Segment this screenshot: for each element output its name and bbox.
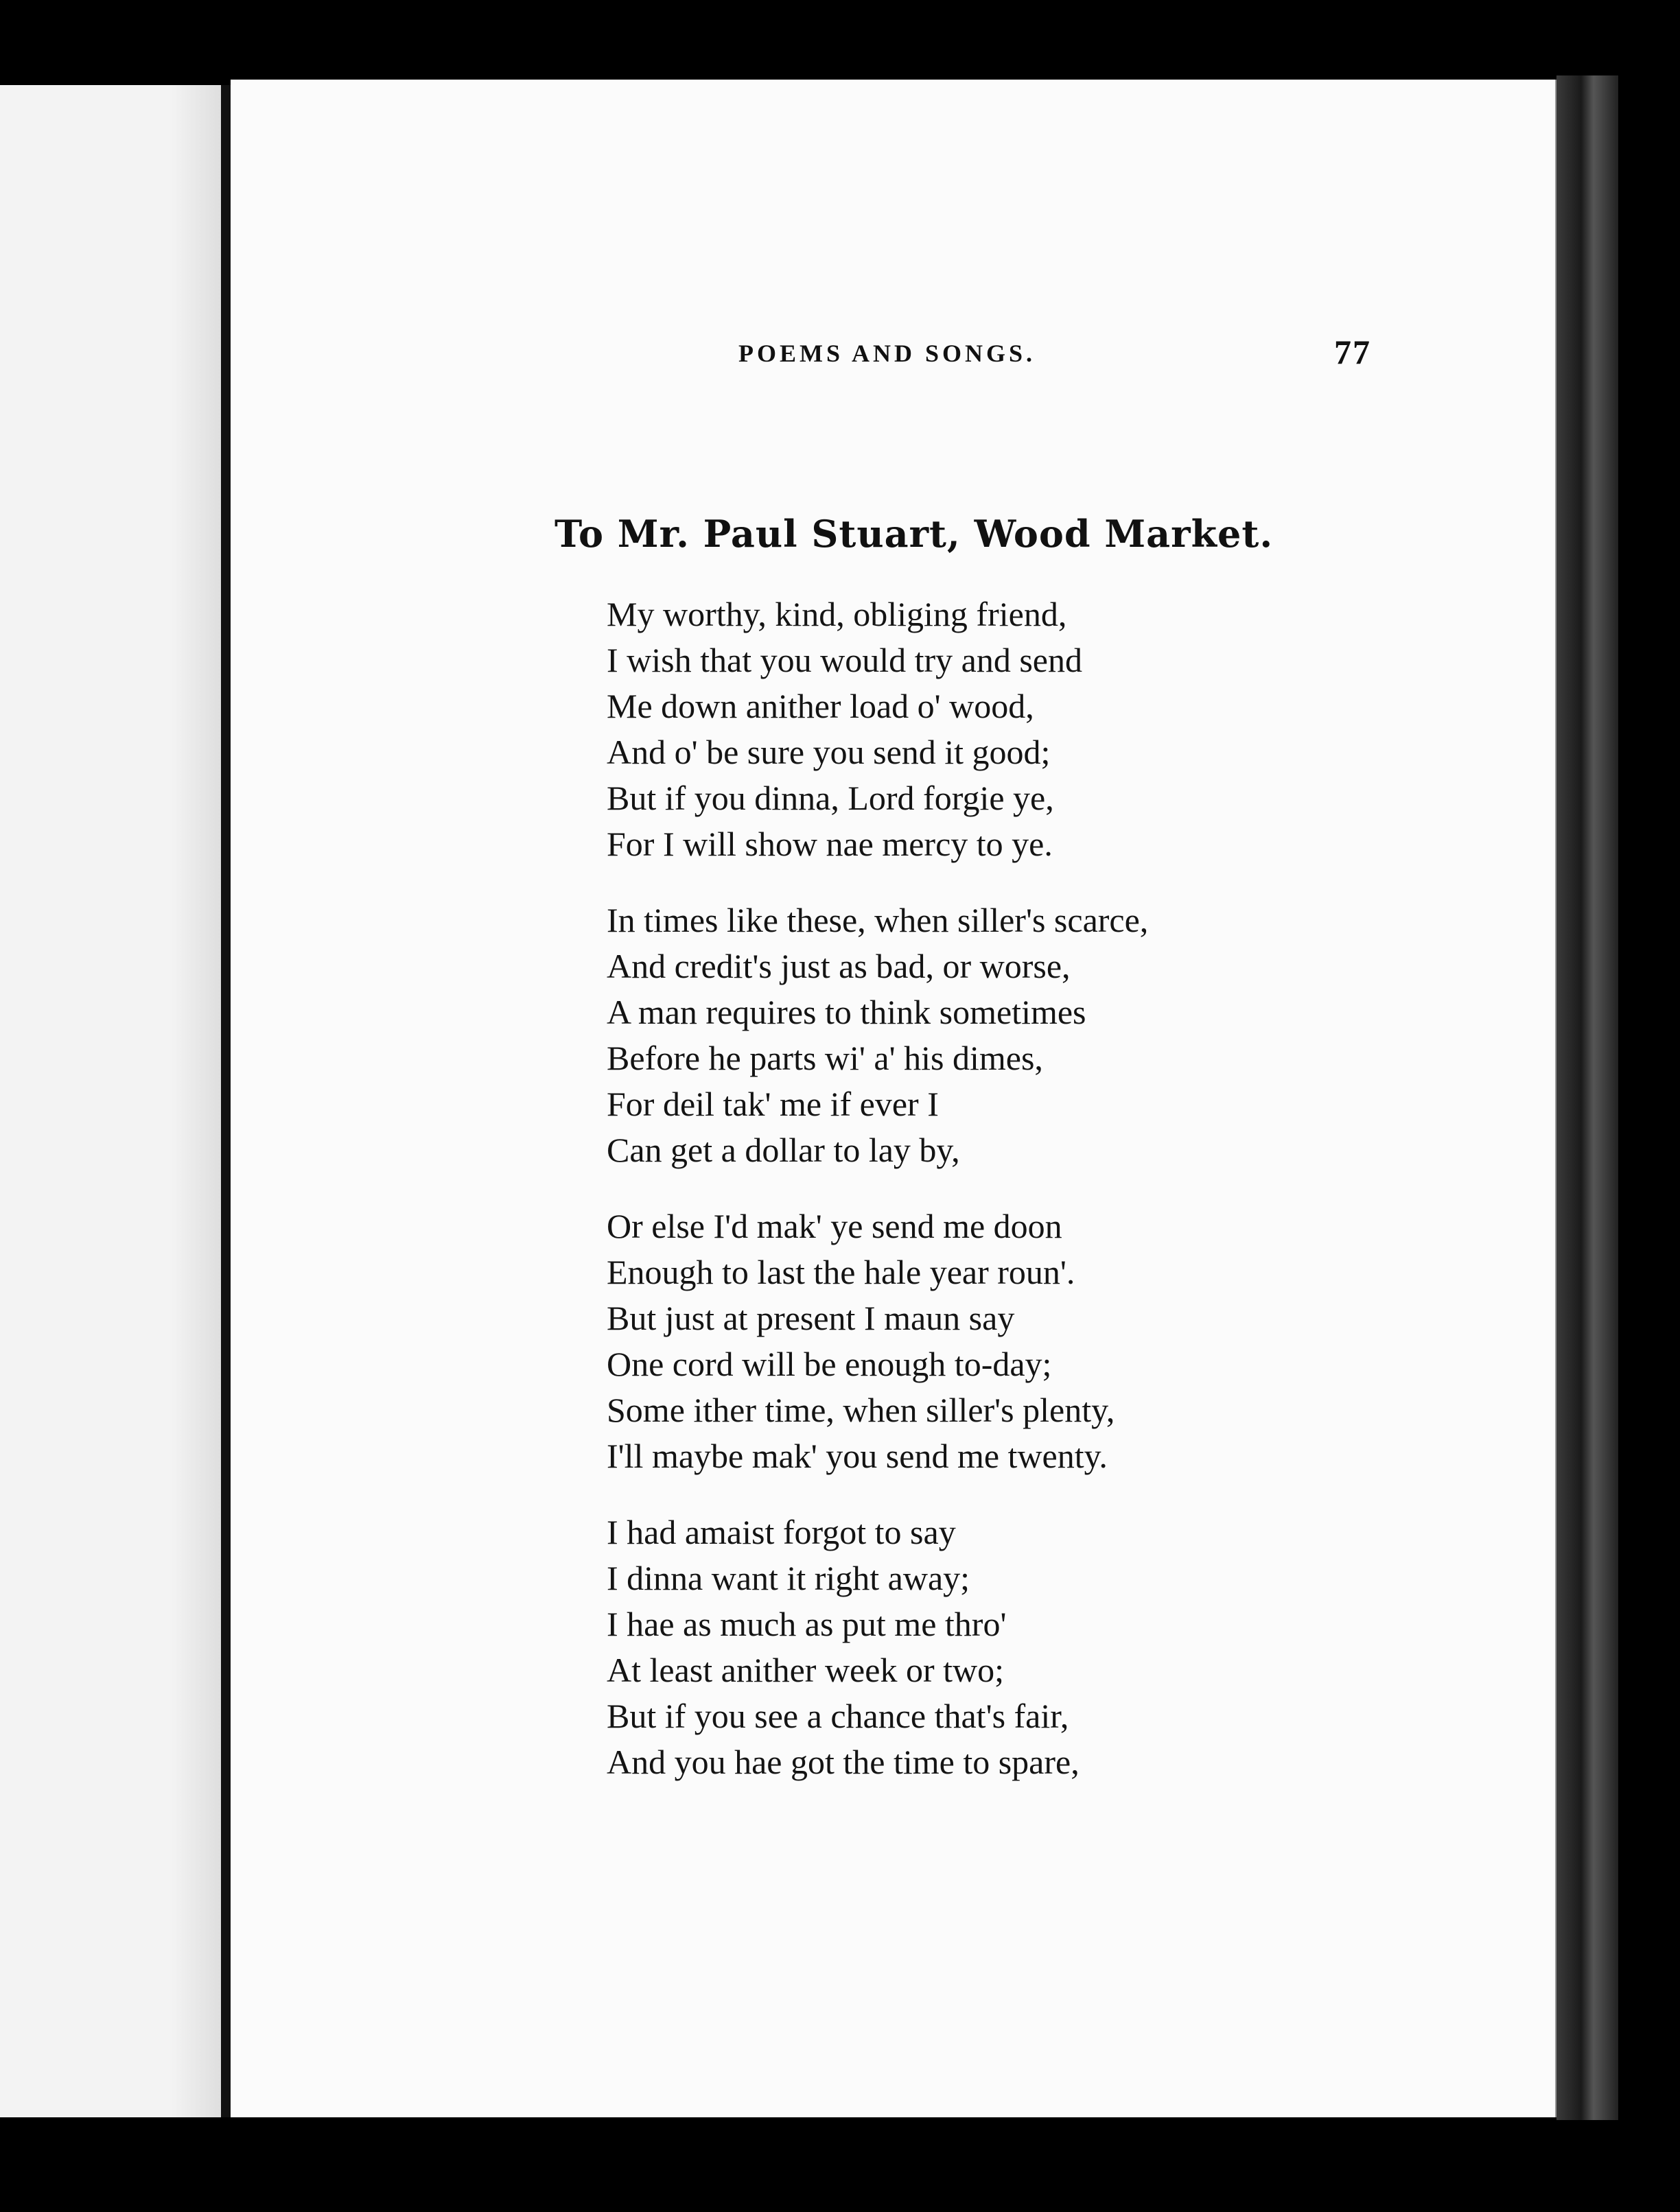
facing-page-shadow (172, 85, 226, 2117)
book-gutter (221, 85, 231, 2117)
page-number: 77 (1334, 333, 1371, 371)
stanza-4 (607, 1509, 1293, 1785)
poem-line: Me down anither load o' wood, (607, 687, 1034, 725)
poem-line: Or else I'd mak' ye send me doon (607, 1207, 1062, 1245)
poem-line: Can get a dollar to lay by, (607, 1131, 960, 1169)
poem-title: To Mr. Paul Stuart, Wood Market. (555, 512, 1274, 556)
poem-body (607, 591, 1293, 1815)
poem-line: A man requires to think sometimes (607, 993, 1086, 1031)
poem-line: Some ither time, when siller's plenty, (607, 1391, 1115, 1429)
poem-line: But just at present I maun say (607, 1299, 1015, 1337)
stanza-2 (607, 897, 1293, 1173)
stanza-1 (607, 591, 1293, 867)
poem-line: I'll maybe mak' you send me twenty. (607, 1437, 1108, 1475)
poem-line: At least anither week or two; (607, 1651, 1004, 1689)
poem-line: One cord will be enough to-day; (607, 1345, 1052, 1383)
poem-line: I wish that you would try and send (607, 641, 1082, 679)
poem-line: And you hae got the time to spare, (607, 1743, 1080, 1781)
running-title: POEMS AND SONGS. (738, 340, 1036, 367)
poem-line: And credit's just as bad, or worse, (607, 947, 1071, 985)
poem-line: I dinna want it right away; (607, 1559, 970, 1597)
poem-line: I had amaist forgot to say (607, 1513, 956, 1551)
poem-line: My worthy, kind, obliging friend, (607, 595, 1067, 633)
poem-line: Before he parts wi' a' his dimes, (607, 1039, 1043, 1077)
page-stack-edge (1556, 75, 1618, 2120)
poem-line: For I will show nae mercy to ye. (607, 825, 1053, 863)
poem-line: In times like these, when siller's scarce, (607, 901, 1149, 939)
poem-line: I hae as much as put me thro' (607, 1605, 1007, 1643)
poem-line: And o' be sure you send it good; (607, 733, 1051, 771)
poem-line: For deil tak' me if ever I (607, 1085, 939, 1123)
poem-line: Enough to last the hale year roun'. (607, 1253, 1075, 1291)
poem-line: But if you dinna, Lord forgie ye, (607, 779, 1054, 817)
poem-line: But if you see a chance that's fair, (607, 1697, 1069, 1735)
stanza-3 (607, 1203, 1293, 1479)
